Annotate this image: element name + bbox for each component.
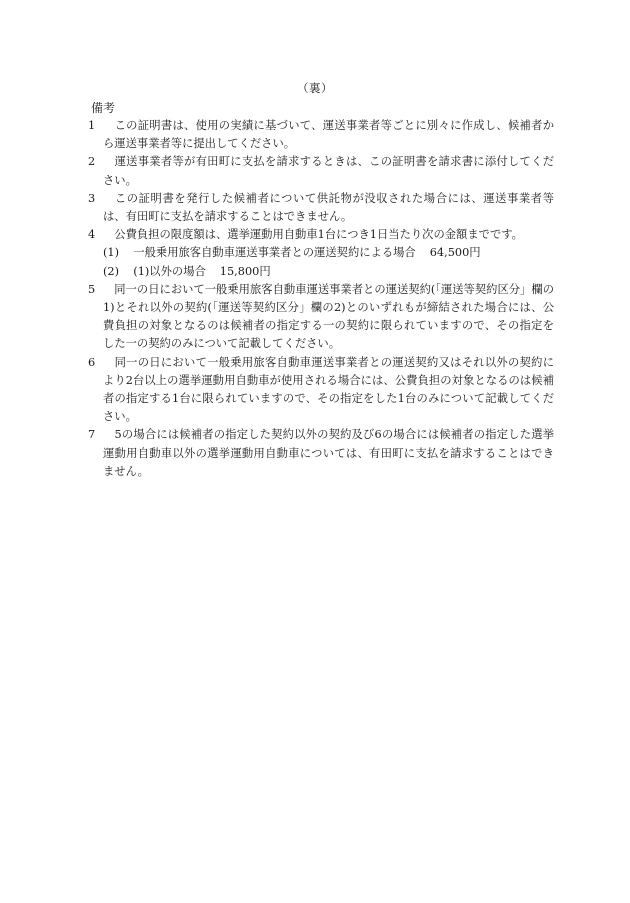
note-number: 6: [88, 355, 96, 369]
note-text: 公費負担の限度額は、選挙運動用自動車1台につき1日当たり次の金額までです。: [103, 228, 523, 242]
sub-item-text: 一般乗用旅客自動車運送事業者との運送契約による場合: [122, 246, 416, 260]
note-6: [88, 354, 554, 427]
note-text: この証明書を発行した候補者について供託物が没収された場合には、運送事業者等は、有田町に支払を請求することはできません。: [103, 191, 554, 224]
note-number: 7: [88, 428, 96, 442]
note-2: [88, 153, 554, 189]
sub-item-amount: 64,500円: [429, 246, 481, 260]
page-side-heading: （裏）: [297, 81, 333, 95]
note-text: 5の場合には候補者の指定した契約以外の契約及び6の場合には候補者の指定した選挙運動用自動車以外の選挙運動用自動車については、有田町に支払を請求することはできません。: [103, 428, 554, 478]
note-text: 同一の日において一般乗用旅客自動車運送事業者との運送契約又はそれ以外の契約により2台以上の選挙運動用自動車が使用される場合には、公費負担の対象となるのは候補者の指定する1台に限られていますので、その指定をした1台のみについて記載してください。: [103, 355, 554, 424]
note-number: 5: [88, 282, 96, 296]
note-number: 3: [88, 191, 96, 205]
note-4-sub-2: [88, 263, 554, 281]
note-1: [88, 117, 554, 153]
note-4-sub-1: [88, 244, 554, 262]
note-number: 4: [88, 228, 96, 242]
note-text: 同一の日において一般乗用旅客自動車運送事業者との運送契約(「運送等契約区分」欄の1)とそれ以外の契約(「運送等契約区分」欄の2)とのいずれもが締結された場合には、公費負担の対象となるのは候補者の指定する一の契約に限られていますので、その指定をした一の契約のみについて記載してください。: [103, 282, 554, 351]
note-text: 運送事業者等が有田町に支払を請求するときは、この証明書を請求書に添付してください。: [103, 155, 554, 187]
notes-title: 備考: [91, 101, 116, 115]
note-text: この証明書は、使用の実績に基づいて、運送事業者等ごとに別々に作成し、候補者から運送事業者等に提出してください。: [103, 119, 554, 151]
sub-item-amount: 15,800円: [219, 264, 271, 278]
sub-item-number: (1): [103, 246, 120, 260]
note-7: [88, 426, 554, 481]
note-4: [88, 226, 554, 244]
note-3: [88, 190, 554, 226]
note-5: [88, 281, 554, 354]
sub-item-number: (2): [103, 264, 120, 278]
notes-list: [88, 117, 554, 481]
note-number: 1: [88, 119, 96, 132]
sub-item-text: (1)以外の場合: [122, 264, 206, 278]
note-number: 2: [88, 155, 96, 169]
